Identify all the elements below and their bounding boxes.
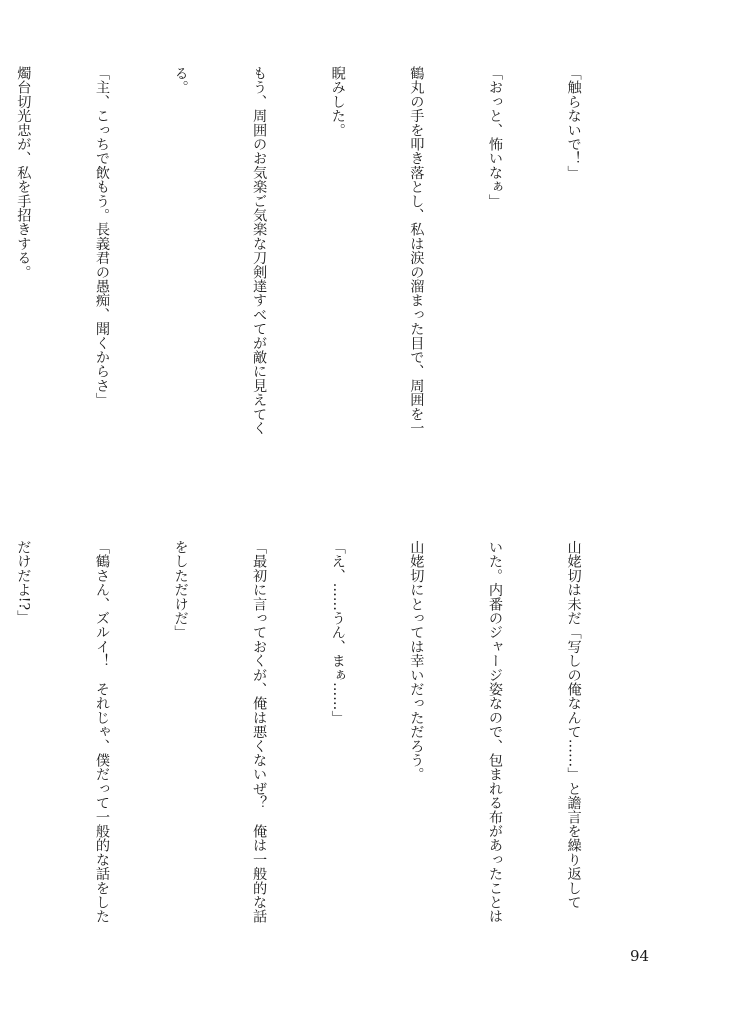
lower-text-block — [0, 540, 639, 970]
text-line: 山姥切は未だ「写しの俺なんて……」と譫言を繰り返して — [565, 540, 582, 910]
text-line: 「おっと、怖いなぁ」 — [486, 66, 503, 208]
text-line: 「最初に言っておくが、俺は悪くないぜ？ 俺は一般的な話 — [251, 540, 268, 924]
text-line: 鶴丸の手を叩き落とし、私は涙の溜まった目で、周囲を一 — [408, 66, 425, 436]
text-line: 睨みした。 — [329, 66, 346, 137]
page-number: 94 — [630, 947, 650, 965]
text-line: 「鶴さん、ズルイ！ それじゃ、僕だって一般的な話をした — [93, 540, 110, 924]
text-line: 「え、……うん、まぁ……」 — [329, 540, 346, 725]
text-line: をしただけだ」 — [172, 540, 189, 640]
text-line: る。 — [172, 66, 189, 95]
text-line: もう、周囲のお気楽ご気楽な刀剣達すべてが敵に見えてく — [251, 66, 268, 436]
text-line: だけだよ!?」 — [15, 540, 32, 625]
text-line: いた。内番のジャージ姿なので、包まれる布があったことは — [486, 540, 503, 924]
text-line: 「触らないで！」 — [565, 66, 582, 180]
text-line: 「主、こっちで飲もう。長義君の愚痴、聞くからさ」 — [93, 66, 110, 407]
upper-text-block — [0, 66, 639, 506]
text-line: 山姥切にとっては幸いだっただろう。 — [408, 540, 425, 782]
text-line: 燭台切光忠が、私を手招きする。 — [15, 66, 32, 279]
